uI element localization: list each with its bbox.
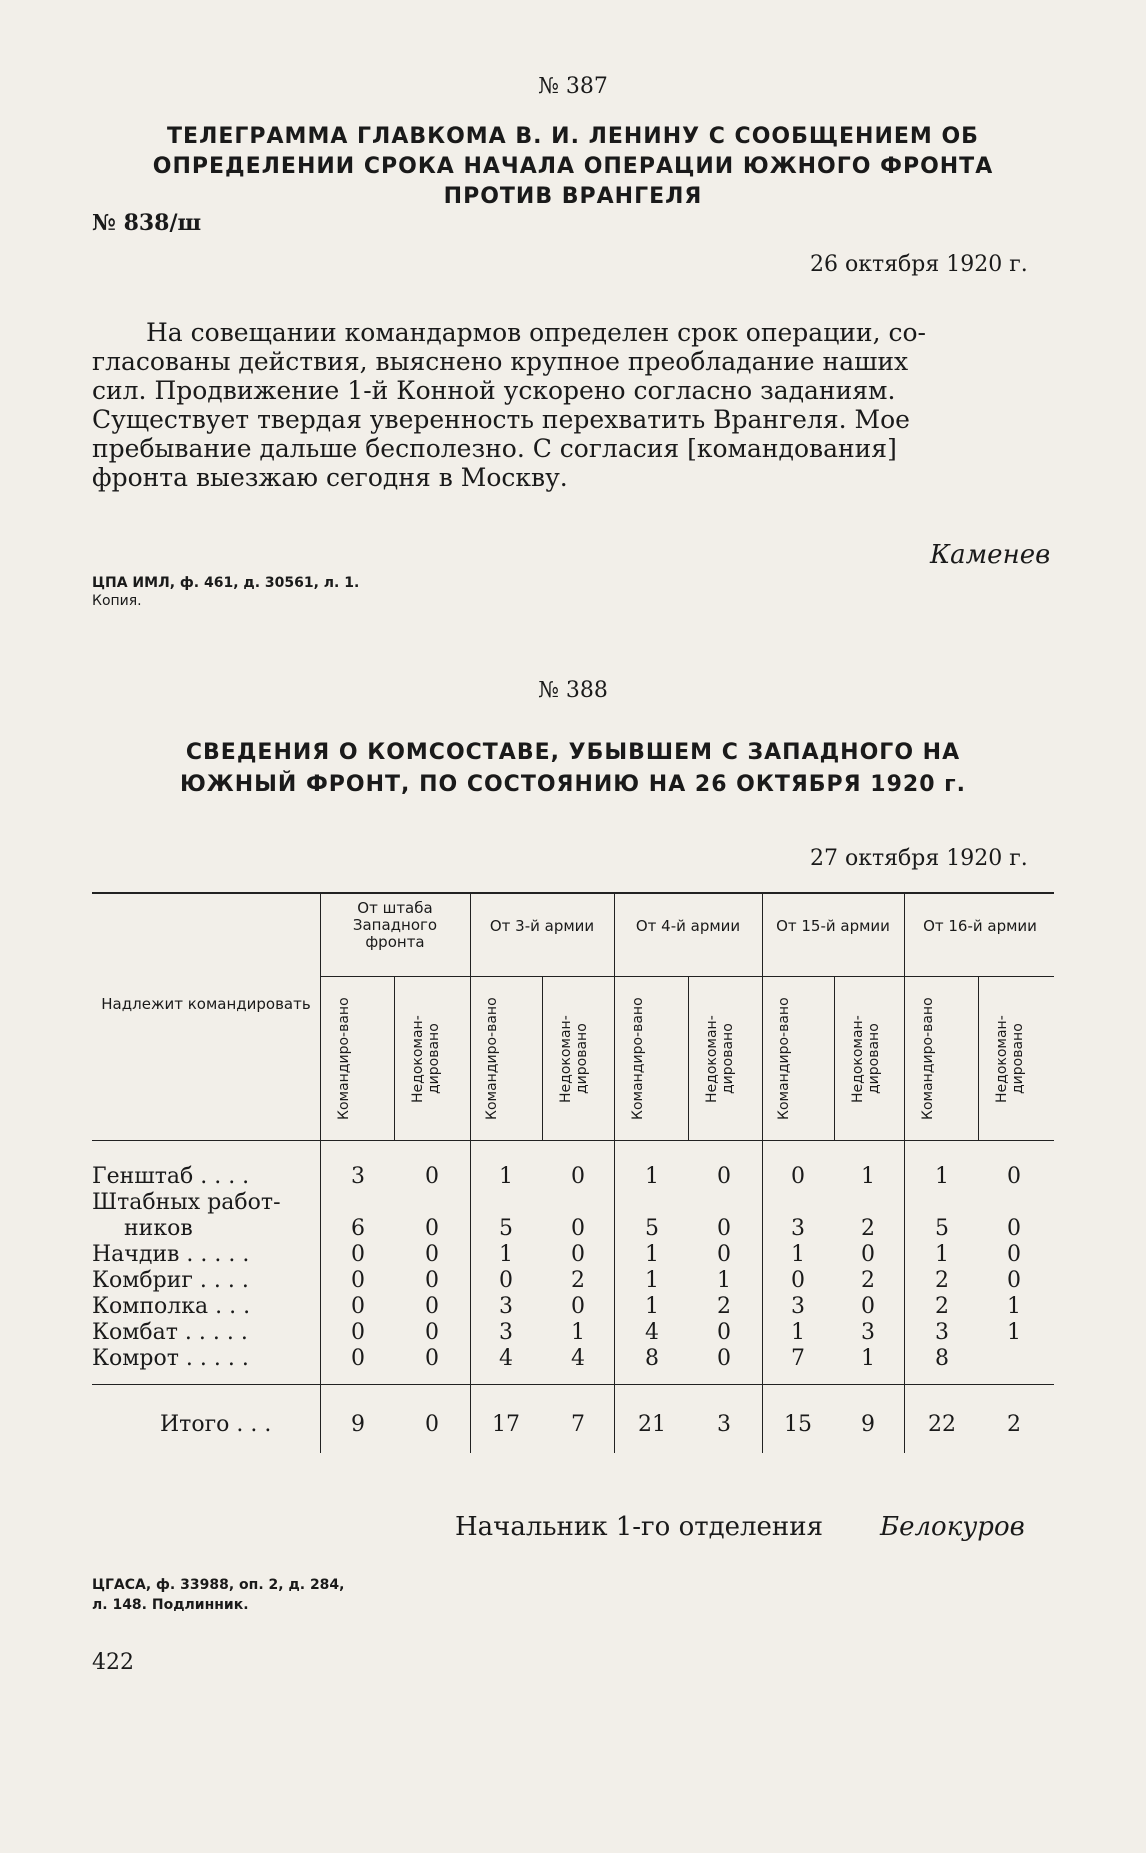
doc388-signer-name: Белокуров xyxy=(880,1512,1025,1542)
table-cell: 1 xyxy=(791,1242,805,1267)
table-row-label: Штабных работ- xyxy=(92,1190,281,1215)
table-cell: 1 xyxy=(1007,1294,1021,1319)
table-cell: 5 xyxy=(499,1216,513,1241)
table-total-cell: 22 xyxy=(928,1412,956,1437)
table-cell: 0 xyxy=(717,1320,731,1345)
table-cell: 1 xyxy=(645,1294,659,1319)
table-group-header: От 3-й армии xyxy=(489,917,595,935)
table-cell: 0 xyxy=(717,1216,731,1241)
table-cell: 7 xyxy=(791,1346,805,1371)
table-row-header: Надлежит командировать xyxy=(101,995,311,1013)
table-total-label: Итого . . . xyxy=(160,1412,272,1437)
table-cell: 4 xyxy=(571,1346,585,1371)
table-cell: 0 xyxy=(499,1268,513,1293)
subcol-header-kommandirovano: Командиро-вано xyxy=(484,997,500,1121)
table-total-rule xyxy=(92,1384,1054,1385)
table-total-cell: 9 xyxy=(861,1412,875,1437)
table-group-header: От штаба Западного фронта xyxy=(352,899,438,951)
table-cell: 1 xyxy=(861,1346,875,1371)
table-cell: 0 xyxy=(425,1320,439,1345)
table-cell: 0 xyxy=(791,1268,805,1293)
doc387-source-line1: ЦПА ИМЛ, ф. 461, д. 30561, л. 1. xyxy=(92,575,360,591)
doc387-date: 26 октября 1920 г. xyxy=(810,252,1028,277)
table-cell: 2 xyxy=(717,1294,731,1319)
table-cell: 2 xyxy=(861,1216,875,1241)
table-cell: 0 xyxy=(425,1216,439,1241)
table-cell: 0 xyxy=(1007,1216,1021,1241)
table-total-cell: 17 xyxy=(492,1412,520,1437)
table-vrule xyxy=(320,893,321,1453)
table-cell: 0 xyxy=(571,1294,585,1319)
table-cell: 8 xyxy=(645,1346,659,1371)
doc387-number: № 387 xyxy=(538,74,608,99)
doc387-title-line1: ТЕЛЕГРАММА ГЛАВКОМА В. И. ЛЕНИНУ С СООБЩЕНИЕМ ОБ xyxy=(167,124,979,149)
doc388-date: 27 октября 1920 г. xyxy=(810,846,1028,871)
table-cell: 3 xyxy=(499,1294,513,1319)
table-row-label: Комрот . . . . . xyxy=(92,1346,249,1371)
doc387-body-line: гласованы действия, выяснено крупное преобладание наших xyxy=(92,347,909,376)
table-row-label: Начдив . . . . . xyxy=(92,1242,250,1267)
table-cell: 3 xyxy=(791,1294,805,1319)
subcol-header-kommandirovano: Командиро-вано xyxy=(336,997,352,1121)
doc387-body-line: фронта выезжаю сегодня в Москву. xyxy=(92,463,568,492)
doc387-ref: № 838/ш xyxy=(92,210,202,236)
table-cell: 0 xyxy=(571,1242,585,1267)
table-cell: 1 xyxy=(861,1164,875,1189)
table-cell: 1 xyxy=(1007,1320,1021,1345)
table-cell: 0 xyxy=(425,1346,439,1371)
table-cell: 1 xyxy=(645,1242,659,1267)
table-top-rule xyxy=(92,892,1054,894)
subcol-header-nedokomandirovano: Недокоман-дировано xyxy=(850,1015,882,1103)
doc387-body-line: На совещании командармов определен срок операции, со- xyxy=(146,318,926,347)
table-cell: 0 xyxy=(425,1242,439,1267)
table-cell: 0 xyxy=(571,1216,585,1241)
table-cell: 0 xyxy=(425,1294,439,1319)
table-cell: 0 xyxy=(1007,1268,1021,1293)
table-vrule xyxy=(470,893,471,1453)
doc387-body xyxy=(92,318,1056,492)
table-cell: 0 xyxy=(351,1268,365,1293)
table-cell: 2 xyxy=(935,1268,949,1293)
table-vrule-sub xyxy=(394,977,395,1140)
doc388-signer-title: Начальник 1-го отделения xyxy=(455,1512,823,1542)
table-cell: 0 xyxy=(351,1320,365,1345)
doc387-title-line2: ОПРЕДЕЛЕНИИ СРОКА НАЧАЛА ОПЕРАЦИИ ЮЖНОГО ФРОНТА xyxy=(152,154,994,179)
table-row-label: Генштаб . . . . xyxy=(92,1164,250,1189)
table-cell: 0 xyxy=(717,1164,731,1189)
table-header-rule xyxy=(92,1140,1054,1141)
subcol-header-nedokomandirovano: Недокоман-дировано xyxy=(994,1015,1026,1103)
table-cell: 0 xyxy=(351,1346,365,1371)
table-cell: 3 xyxy=(935,1320,949,1345)
table-total-cell: 2 xyxy=(1007,1412,1021,1437)
table-vrule-sub xyxy=(542,977,543,1140)
doc388-source-line2: л. 148. Подлинник. xyxy=(92,1597,249,1613)
doc388-title-line2: ЮЖНЫЙ ФРОНТ, ПО СОСТОЯНИЮ НА 26 ОКТЯБРЯ 1920 г. xyxy=(179,772,967,797)
table-cell: 1 xyxy=(645,1164,659,1189)
table-cell: 0 xyxy=(425,1268,439,1293)
doc388-number: № 388 xyxy=(538,678,608,703)
table-cell: 0 xyxy=(861,1242,875,1267)
table-total-cell: 7 xyxy=(571,1412,585,1437)
table-cell: 0 xyxy=(791,1164,805,1189)
table-cell: 0 xyxy=(351,1242,365,1267)
table-cell: 3 xyxy=(861,1320,875,1345)
table-row-label: Комполка . . . xyxy=(92,1294,251,1319)
table-vrule-sub xyxy=(834,977,835,1140)
table-cell: 1 xyxy=(791,1320,805,1345)
table-cell: 8 xyxy=(935,1346,949,1371)
subcol-header-nedokomandirovano: Недокоман-дировано xyxy=(558,1015,590,1103)
table-row-label: Комбат . . . . . xyxy=(92,1320,248,1345)
table-cell: 5 xyxy=(935,1216,949,1241)
table-cell: 4 xyxy=(645,1320,659,1345)
table-vrule-sub xyxy=(978,977,979,1140)
table-cell: 3 xyxy=(499,1320,513,1345)
table-cell: 2 xyxy=(935,1294,949,1319)
table-total-cell: 0 xyxy=(425,1412,439,1437)
table-cell: 0 xyxy=(1007,1242,1021,1267)
table-cell: 1 xyxy=(645,1268,659,1293)
doc387-body-line: сил. Продвижение 1-й Конной ускорено согласно заданиям. xyxy=(92,376,896,405)
table-cell: 0 xyxy=(717,1346,731,1371)
table-group-header: От 4-й армии xyxy=(635,917,741,935)
table-vrule xyxy=(762,893,763,1453)
subcol-header-kommandirovano: Командиро-вано xyxy=(920,997,936,1121)
table-total-cell: 9 xyxy=(351,1412,365,1437)
doc387-signature: Каменев xyxy=(930,540,1051,570)
page-number: 422 xyxy=(92,1650,134,1675)
subcol-header-nedokomandirovano: Недокоман-дировано xyxy=(704,1015,736,1103)
table-row-label: Комбриг . . . . xyxy=(92,1268,249,1293)
table-vrule xyxy=(904,893,905,1453)
table-cell: 1 xyxy=(935,1242,949,1267)
table-vrule xyxy=(614,893,615,1453)
table-group-header: От 16-й армии xyxy=(923,917,1037,935)
doc388-source-line1: ЦГАСА, ф. 33988, оп. 2, д. 284, xyxy=(92,1577,345,1593)
doc387-source-line2: Копия. xyxy=(92,593,142,609)
table-cell: 1 xyxy=(717,1268,731,1293)
table-group-header: От 15-й армии xyxy=(776,917,890,935)
subcol-header-kommandirovano: Командиро-вано xyxy=(776,997,792,1121)
doc387-title-line3: ПРОТИВ ВРАНГЕЛЯ xyxy=(443,184,703,209)
table-cell: 0 xyxy=(351,1294,365,1319)
table-cell: 0 xyxy=(1007,1164,1021,1189)
table-total-cell: 3 xyxy=(717,1412,731,1437)
table-total-cell: 21 xyxy=(638,1412,666,1437)
table-cell: 0 xyxy=(717,1242,731,1267)
table-cell: 1 xyxy=(499,1242,513,1267)
doc387-body-line: Существует твердая уверенность перехватить Врангеля. Мое xyxy=(92,405,910,434)
table-cell: 4 xyxy=(499,1346,513,1371)
table-cell: 1 xyxy=(571,1320,585,1345)
table-vrule-sub xyxy=(688,977,689,1140)
table-cell: 0 xyxy=(425,1164,439,1189)
table-group-rule xyxy=(320,976,1054,977)
table-row-label: ников xyxy=(124,1216,193,1241)
table-total-cell: 15 xyxy=(784,1412,812,1437)
table-cell: 2 xyxy=(861,1268,875,1293)
table-cell: 3 xyxy=(351,1164,365,1189)
table-cell: 1 xyxy=(935,1164,949,1189)
table-cell: 0 xyxy=(861,1294,875,1319)
table-cell: 2 xyxy=(571,1268,585,1293)
doc388-title-line1: СВЕДЕНИЯ О КОМСОСТАВЕ, УБЫВШЕМ С ЗАПАДНОГО НА xyxy=(185,740,961,765)
table-cell: 6 xyxy=(351,1216,365,1241)
table-cell: 1 xyxy=(499,1164,513,1189)
table-cell: 3 xyxy=(791,1216,805,1241)
subcol-header-nedokomandirovano: Недокоман-дировано xyxy=(410,1015,442,1103)
doc387-body-line: пребывание дальше бесполезно. С согласия [командования] xyxy=(92,434,897,463)
table-cell: 5 xyxy=(645,1216,659,1241)
subcol-header-kommandirovano: Командиро-вано xyxy=(630,997,646,1121)
table-cell: 0 xyxy=(571,1164,585,1189)
